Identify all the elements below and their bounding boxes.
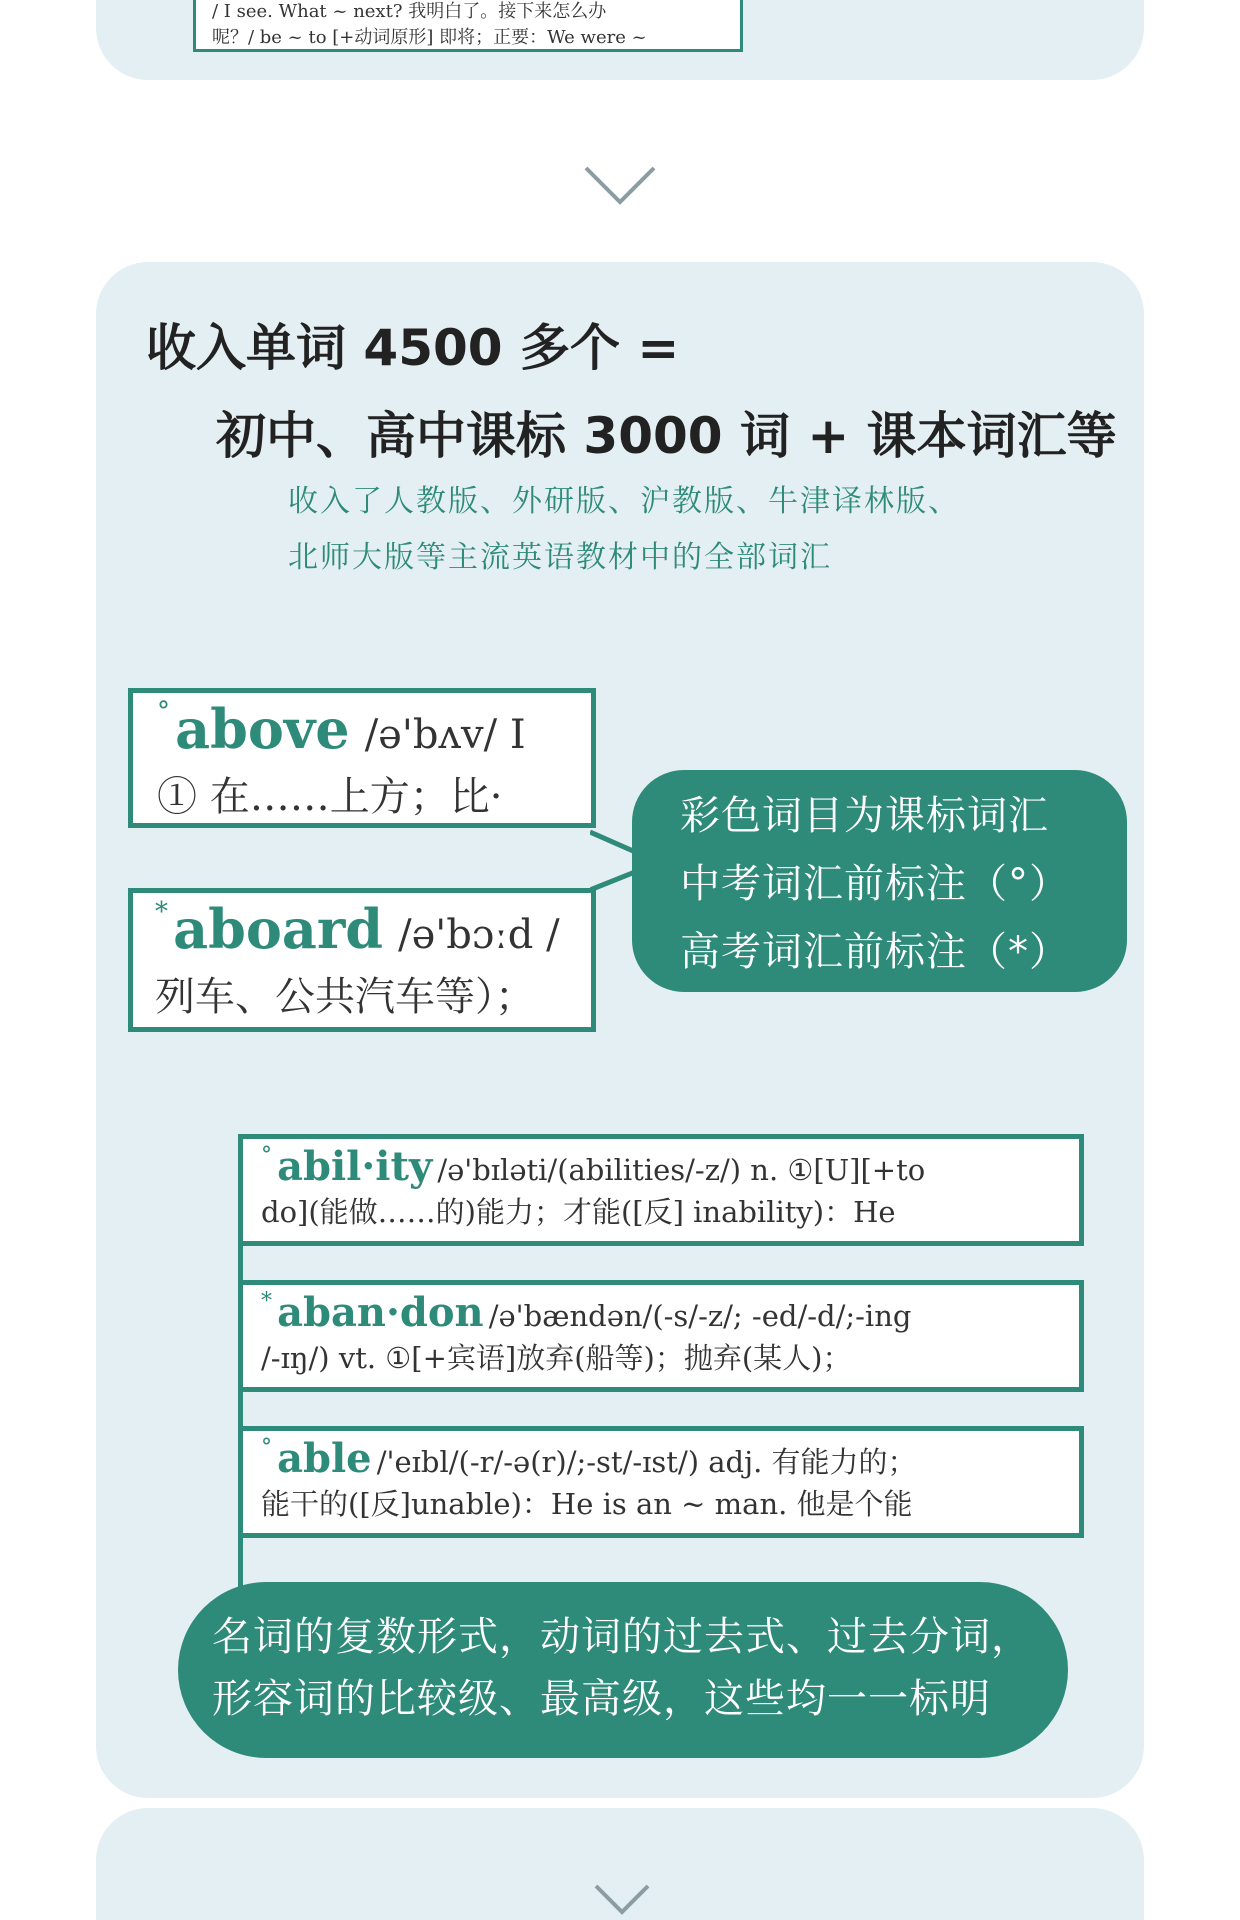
entry-mark: ° bbox=[261, 1143, 272, 1168]
entry-definition: ① 在……上方；比· bbox=[157, 774, 503, 820]
entry-line-1: /ə'bɪləti/(abilities/-z/) n. ①[U][+to bbox=[437, 1153, 926, 1187]
example-entry-aboard bbox=[128, 888, 596, 1032]
note-line-1: 名词的复数形式，动词的过去式、过去分词， bbox=[212, 1614, 1032, 1660]
entry-line-2: 能干的([反]unable)：He is an ~ man. 他是个能 bbox=[261, 1487, 913, 1521]
entry-headword: aban·don bbox=[277, 1289, 484, 1336]
coverage-line-1: 收入了人教版、外研版、沪教版、牛津译林版、 bbox=[288, 484, 960, 519]
entry-line-2: /-ɪŋ/) vt. ①[+宾语]放弃(船等)；抛弃(某人)； bbox=[261, 1341, 852, 1375]
entry-line-1: /ə'bændən/(-s/-z/; -ed/-d/;-ing bbox=[488, 1299, 912, 1333]
entry-mark: ° bbox=[157, 697, 170, 727]
entry-mark: * bbox=[155, 897, 168, 927]
entry-pronunciation: /ə'bʌv/ I bbox=[364, 712, 526, 758]
feature-title: 收入单词 4500 多个 = bbox=[146, 319, 680, 377]
coverage-line-2: 北师大版等主流英语教材中的全部词汇 bbox=[288, 540, 832, 575]
entry-line-2: do](能做……的)能力；才能([反] inability)：He bbox=[261, 1195, 896, 1229]
entry-headword: above bbox=[175, 697, 350, 761]
excerpt-line-1: / I see. What ~ next? 我明白了。接下来怎么办 bbox=[212, 1, 607, 22]
callout-line-2: 中考词汇前标注（°） bbox=[680, 861, 1070, 907]
callout-line-3: 高考词汇前标注（*） bbox=[680, 929, 1070, 975]
example-entry-above bbox=[128, 688, 596, 828]
entry-definition: 列车、公共汽车等）； bbox=[155, 974, 535, 1020]
entry-headword: abil·ity bbox=[277, 1143, 433, 1190]
entry-headword: able bbox=[277, 1435, 372, 1482]
entry-abandon bbox=[238, 1280, 1084, 1392]
entry-headword: aboard bbox=[173, 897, 384, 961]
entry-mark: ° bbox=[261, 1435, 272, 1460]
entry-pronunciation: /ə'bɔːd / bbox=[398, 912, 560, 958]
callout-line-1: 彩色词目为课标词汇 bbox=[680, 793, 1049, 839]
marking-legend-callout bbox=[632, 770, 1127, 992]
note-line-2: 形容词的比较级、最高级，这些均一一标明 bbox=[212, 1676, 991, 1722]
entry-ability bbox=[238, 1134, 1084, 1246]
dictionary-excerpt bbox=[193, 0, 743, 52]
textbook-coverage-note bbox=[288, 474, 1068, 586]
chevron-down-icon bbox=[580, 160, 660, 208]
chevron-down-icon bbox=[592, 1880, 652, 1920]
entry-mark: * bbox=[261, 1289, 272, 1314]
inflection-note-callout bbox=[178, 1582, 1068, 1758]
entry-line-1: /'eɪbl/(-r/-ə(r)/;-st/-ɪst/) adj. 有能力的； bbox=[376, 1445, 917, 1479]
excerpt-line-2: 呢？/ be ~ to [+动词原形] 即将；正要：We were ~ bbox=[212, 27, 647, 48]
entry-able bbox=[238, 1426, 1084, 1538]
feature-subtitle: 初中、高中课标 3000 词 + 课本词汇等 bbox=[216, 407, 1117, 465]
